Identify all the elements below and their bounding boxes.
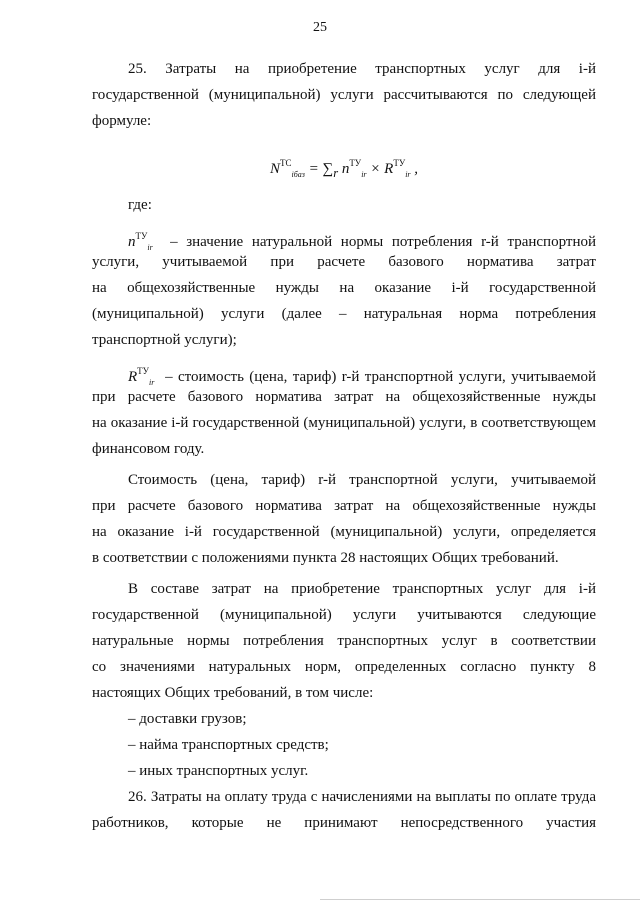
page-number: 25: [313, 20, 327, 35]
text-line: (муниципальной) услуги (далее – натуральная норма потребления: [92, 306, 596, 322]
scan-edge-line: [320, 899, 640, 900]
n-symbol: $n^{ТУ}_{ir}$: [128, 231, 153, 252]
text-line: формуле:: [92, 113, 152, 129]
paragraph-norms: [92, 576, 596, 706]
formula-n: $n^{ТУ}_{ir}$: [341, 158, 367, 179]
text-line: на оказание i-й государственной (муниципальной) услуги, в соответствующем: [92, 415, 596, 431]
formula-r: $R^{ТУ}_{ir}$: [384, 158, 411, 179]
text-line: натуральные нормы потребления транспортных услуг в соответствии: [92, 633, 596, 649]
text-line: со значениями натуральных норм, определенных согласно пункту 8: [92, 659, 596, 675]
text-line: в соответствии с положениями пункта 28 настоящих Общих требований.: [92, 550, 559, 566]
text-line: на оказание i-й государственной (муниципальной) услуги, определяется: [92, 524, 596, 540]
formula-sum: $\sum_r$: [322, 161, 339, 180]
definition-first-line: $n^{ТУ}_{ir}$ – значение натуральной нормы потребления r-й транспортной: [128, 231, 596, 252]
paragraph-26: [92, 784, 596, 836]
paragraph-cost: [92, 467, 596, 571]
text-line: работников, которые не принимают непосредственного участия: [92, 815, 596, 831]
list-item: – найма транспортных средств;: [128, 737, 329, 753]
formula-trail: ,: [410, 161, 419, 177]
paragraph-25: [92, 56, 596, 134]
document-body: [92, 56, 596, 836]
formula-lhs: $N^{ТС}_{iбаз}$: [269, 158, 305, 179]
text-line: 25. Затраты на приобретение транспортных услуг для i-й: [128, 61, 596, 77]
text-line: В составе затрат на приобретение транспортных услуг для i-й: [128, 581, 596, 597]
r-symbol: $R^{ТУ}_{ir}$: [128, 366, 155, 387]
formula-equals: =: [304, 161, 323, 177]
text-line: на общехозяйственные нужды на оказание i-й государственной: [92, 280, 596, 296]
formula-times: ×: [366, 161, 385, 177]
list-item: – доставки грузов;: [128, 711, 247, 727]
text-line: при расчете базового норматива затрат на общехозяйственные нужды: [92, 389, 596, 405]
cost-formula: [92, 134, 596, 192]
text-line: при расчете базового норматива затрат на общехозяйственные нужды: [92, 498, 596, 514]
text-line: транспортной услуги);: [92, 332, 237, 348]
text-line: настоящих Общих требований, в том числе:: [92, 685, 374, 701]
definition-n: [92, 223, 596, 353]
list-item: – иных транспортных услуг.: [128, 763, 309, 779]
text-line: Стоимость (цена, тариф) r-й транспортной услуги, учитываемой: [128, 472, 596, 488]
text-line: финансовом году.: [92, 441, 205, 457]
definition-first-line: $R^{ТУ}_{ir}$ – стоимость (цена, тариф) r-й транспортной услуги, учитываемой: [128, 366, 596, 387]
transport-list: [92, 706, 596, 784]
text-line: государственной (муниципальной) услуги рассчитываются по следующей: [92, 87, 596, 103]
text-line: государственной (муниципальной) услуги учитываются следующие: [92, 607, 596, 623]
definition-r: [92, 358, 596, 462]
where-label: где:: [128, 197, 152, 213]
text-line: услуги, учитываемой при расчете базового норматива затрат: [92, 254, 596, 270]
text-line: 26. Затраты на оплату труда с начислениями на выплаты по оплате труда: [128, 789, 596, 805]
